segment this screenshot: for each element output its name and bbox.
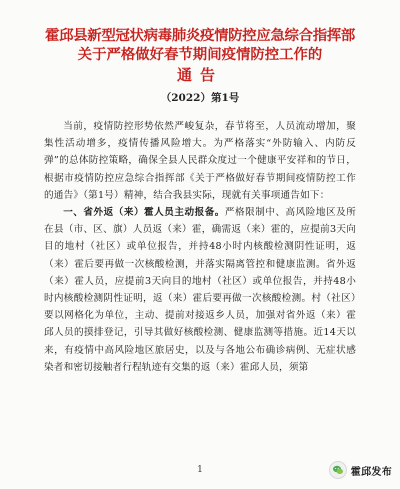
document-header xyxy=(44,26,356,85)
header-title-line1: 霍邱县新型冠状病毒肺炎疫情防控应急综合指挥部 xyxy=(45,27,355,44)
item-1-text: 严格限制中、高风险地区及所在县（市、区、旗）人员返（来）霍，确需返（来）霍的，应提前3天向目的地村（社区）或单位报告，并持48小时内核酸检测阴性证明，返（来）霍后要再做一次核酸检测，并落实隔离管控和健康监测。省外返（来）霍人员，应提前3天向目的地村（社区）或单位报告，并持48小时内核酸检测阴性证明，返（来）霍后要再做一次核酸检测。村（社区）要以网格化为单位，主动、提前对接返乡人员，加强对省外返（来）霍邱人员的摸排登记，引导其做好核酸检测、健康监测等措施。近14天以来，有疫情中高风险地区旅居史，以及与各地公布确诊病例、无症状感染者和密切接触者行程轨迹有交集的返（来）霍邱人员，须第 xyxy=(44,207,356,373)
header-title-line3: 通告 xyxy=(176,66,223,84)
document-body xyxy=(44,118,356,376)
page-number: 1 xyxy=(197,465,203,475)
document-number: （2022）第1号 xyxy=(160,92,240,104)
watermark xyxy=(329,461,392,479)
item-1-heading: 一、省外返（来）霍人员主动报备。 xyxy=(63,207,225,219)
watermark-text: 霍邱发布 xyxy=(350,466,392,478)
intro-paragraph: 当前，疫情防控形势依然严峻复杂，春节将至，人员流动增加，聚集性活动增多，疫情传播风险增大。为严格落实“外防输入、内防反弹”的总体防控策略，确保全县人民群众度过一个健康平安祥和的节日，根据市疫情防控应急综合指挥部《关于严格做好春节期间疫情防控工作的通告》（第1号）精神，结合我县实际，现就有关事项通告如下： xyxy=(44,121,356,201)
header-title-line2: 关于严格做好春节期间疫情防控工作的 xyxy=(77,46,323,63)
item-1-paragraph xyxy=(44,204,356,376)
wechat-icon xyxy=(329,461,347,479)
